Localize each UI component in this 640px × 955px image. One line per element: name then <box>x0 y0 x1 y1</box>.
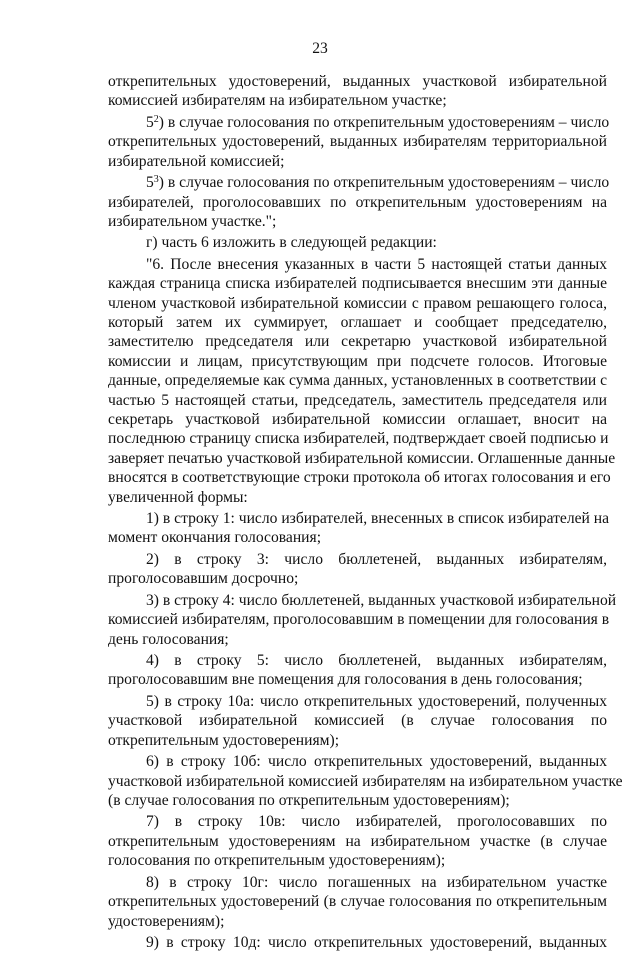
paragraph <box>108 255 616 507</box>
text-line <box>108 692 607 711</box>
line-text: проголосовавшим вне помещения для голосования в день голосования; <box>108 671 583 689</box>
paragraph <box>108 509 610 548</box>
text-line <box>108 113 610 132</box>
text-line <box>108 132 607 151</box>
text-line <box>108 212 607 231</box>
paragraph <box>108 173 610 231</box>
text-line <box>108 651 607 670</box>
text-line <box>108 711 607 730</box>
text-line <box>108 313 607 332</box>
line-text: участковой избирательной комиссией избирателям на избирательном участке <box>108 772 623 790</box>
text-line <box>108 791 607 810</box>
text-line <box>108 670 607 689</box>
text-line <box>108 152 607 171</box>
text-line <box>108 772 623 791</box>
line-text: 3) в строку 4: число бюллетеней, выданных участковой избирательной <box>146 591 617 609</box>
line-text: открепительным удостоверениям на избирательном участке (в случае <box>108 832 607 850</box>
paragraph <box>108 72 607 111</box>
text-line <box>108 332 607 351</box>
text-line <box>108 410 607 429</box>
line-text: вносятся в соответствующие строки протокола об итогах голосования и его <box>108 469 611 487</box>
document-body <box>108 72 623 955</box>
paragraph <box>108 812 607 870</box>
text-line <box>108 569 607 588</box>
paragraph <box>108 591 617 649</box>
line-text: комиссией избирателям, проголосовавшим в помещении для голосования в <box>108 611 610 629</box>
item-superscript: 2 <box>153 113 159 125</box>
text-line <box>108 873 607 892</box>
line-text: 4) в строку 5: число бюллетеней, выданных избирателям, <box>146 652 607 670</box>
line-text: каждая страница списка избирателей подписывается внесшим эти данные <box>108 275 607 293</box>
text-line <box>108 591 617 610</box>
text-line <box>108 233 607 252</box>
line-text: заместителю председателя или секретарю участковой избирательной <box>108 333 607 351</box>
line-text: г) часть 6 изложить в следующей редакции: <box>146 234 437 252</box>
text-line <box>108 391 607 410</box>
page-number: 23 <box>312 40 328 57</box>
line-text: открепительных удостоверений (в случае голосования по открепительным <box>108 893 607 911</box>
text-line <box>108 851 607 870</box>
text-line <box>108 72 607 91</box>
item-number: 5 <box>146 113 154 131</box>
paragraph <box>108 550 607 589</box>
line-text: 2) в строку 3: число бюллетеней, выданных избирателям, <box>146 550 607 568</box>
line-text: участковой избирательной комиссией (в случае голосования по <box>108 712 607 730</box>
line-text: 9) в строку 10д: число открепительных удостоверений, выданных <box>146 934 607 952</box>
text-line <box>108 832 607 851</box>
text-line <box>108 509 610 528</box>
text-line <box>108 193 607 212</box>
text-line <box>108 91 607 110</box>
text-line <box>108 488 607 507</box>
paragraph <box>108 873 607 931</box>
text-line <box>108 294 607 313</box>
text-line <box>108 274 607 293</box>
line-text: голосования по открепительным удостоверениям); <box>108 852 446 870</box>
line-text: частью 5 настоящей статьи, председатель, заместитель председателя или <box>108 391 607 409</box>
text-line <box>108 731 607 750</box>
line-text: удостоверениям); <box>108 912 225 930</box>
line-text: членом участковой избирательной комиссии с правом решающего голоса, <box>108 294 607 312</box>
item-number: 5 <box>146 174 154 192</box>
text-line <box>108 352 607 371</box>
line-text: увеличенной формы: <box>108 488 248 506</box>
line-text: открепительных удостоверений, выданных избирателям территориальной <box>108 133 607 151</box>
line-text: комиссии и лицам, присутствующим при подсчете голосов. Итоговые <box>108 352 607 370</box>
text-line <box>108 255 607 274</box>
text-line <box>108 468 611 487</box>
text-line <box>108 933 607 952</box>
line-text: избирательной комиссией; <box>108 152 285 170</box>
text-line <box>108 610 610 629</box>
text-line <box>108 892 607 911</box>
paragraph <box>108 233 607 252</box>
paragraph <box>108 113 610 171</box>
text-line <box>108 550 607 569</box>
line-text: ) в случае голосования по открепительным удостоверениям – число <box>158 113 610 131</box>
line-text: 6) в строку 10б: число открепительных удостоверений, выданных <box>146 753 607 771</box>
line-text: 8) в строку 10г: число погашенных на избирательном участке <box>146 873 607 891</box>
paragraph <box>108 752 623 810</box>
line-text: 7) в строку 10в: число избирателей, проголосовавших по <box>146 813 607 831</box>
text-line <box>108 528 607 547</box>
line-text: день голосования; <box>108 630 229 648</box>
line-text: открепительных удостоверений, выданных участковой избирательной <box>108 73 607 90</box>
line-text: "6. После внесения указанных в части 5 настоящей статьи данных <box>146 255 607 273</box>
line-text: момент окончания голосования; <box>108 529 322 547</box>
text-line <box>108 630 607 649</box>
line-text: 1) в строку 1: число избирателей, внесенных в список избирателей на <box>146 510 610 528</box>
line-text: открепительным удостоверениям); <box>108 731 340 749</box>
line-text: последнюю страницу списка избирателей, подтверждает своей подписью и <box>108 430 609 448</box>
text-line <box>108 752 607 771</box>
text-line <box>108 371 607 390</box>
text-line <box>108 912 607 931</box>
text-line <box>108 449 616 468</box>
paragraph-gap <box>108 952 607 954</box>
line-text: избирателей, проголосовавших по открепительным удостоверениям на <box>108 193 607 211</box>
text-line <box>108 173 610 192</box>
paragraph <box>108 651 607 690</box>
line-text: комиссией избирателям на избирательном участке; <box>108 92 447 110</box>
line-text: который затем их суммирует, оглашает и сообщает председателю, <box>108 314 607 332</box>
line-text: (в случае голосования по открепительным удостоверениям); <box>108 792 510 809</box>
line-text: проголосовавшим досрочно; <box>108 570 299 588</box>
paragraph <box>108 933 607 952</box>
line-text: заверяет печатью участковой избирательной комиссии. Оглашенные данные <box>108 449 616 467</box>
item-superscript: 3 <box>153 174 159 186</box>
text-line <box>108 812 607 831</box>
line-text: 5) в строку 10а: число открепительных удостоверений, полученных <box>146 692 607 710</box>
text-line <box>108 429 607 448</box>
line-text: ) в случае голосования по открепительным удостоверениям – число <box>158 174 610 192</box>
line-text: секретарь участковой избирательной комиссии оглашает, вносит на <box>108 411 607 429</box>
paragraph <box>108 692 607 750</box>
line-text: данные, определяемые как сумма данных, установленных в соответствии с <box>108 372 608 390</box>
line-text: избирательном участке."; <box>108 212 277 230</box>
